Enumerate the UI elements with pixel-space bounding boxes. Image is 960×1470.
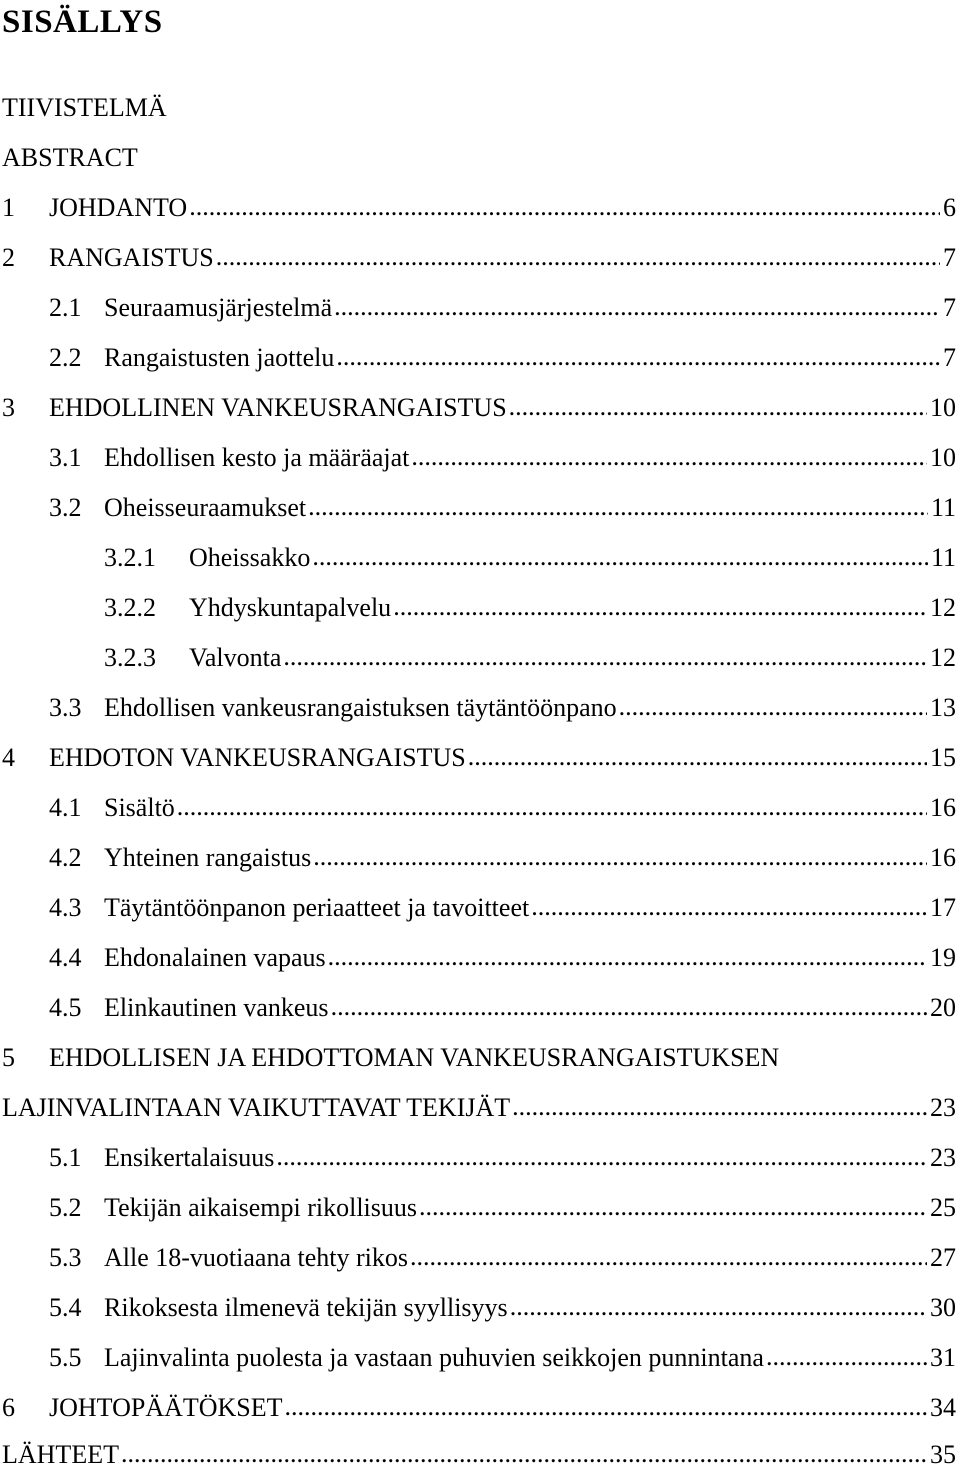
toc-entry-title: LÄHTEET [2,1440,119,1469]
toc-entry[interactable] [104,593,956,623]
toc-entry-number: 4.3 [49,893,82,922]
toc-entry-first-line[interactable] [2,1043,779,1073]
toc-entry-page: 11 [930,543,956,572]
toc-entry-page: 15 [930,743,956,772]
toc-entry-number: 2.1 [49,293,82,322]
toc-entry-page: 6 [943,193,956,222]
dot-leader [285,1392,927,1422]
toc-entry-title: Lajinvalinta puolesta ja vastaan puhuvien seikkojen punnintana [104,1343,764,1372]
toc-entry-title: Tekijän aikaisempi rikollisuus [104,1193,418,1222]
toc-entry-page: 31 [930,1343,956,1372]
toc-entry-number: 2 [2,243,15,272]
dot-leader [410,1242,927,1272]
toc-entry-page: 34 [930,1393,956,1422]
toc-entry-number: 3.3 [49,693,82,722]
dot-leader [393,592,927,622]
toc-entry[interactable] [49,693,956,723]
toc-entry-page: 19 [930,943,956,972]
toc-entry-title: Elinkautinen vankeus [104,993,329,1022]
dot-leader [510,1292,927,1322]
toc-entry-page: 25 [930,1193,956,1222]
toc-entry-number: 5 [2,1043,15,1072]
toc-entry-number: 5.5 [49,1343,82,1372]
toc-entry[interactable] [104,543,956,573]
toc-entry[interactable] [2,743,956,773]
toc-entry[interactable] [49,293,956,323]
dot-leader [419,1192,927,1222]
toc-entry-page: 13 [930,693,956,722]
toc-entry-number: 3.2.2 [104,593,156,622]
toc-entry-title: Ehdonalainen vapaus [104,943,326,972]
toc-entry[interactable] [49,993,956,1023]
toc-entry[interactable] [49,443,956,473]
toc-front-matter-abstract-fi: TIIVISTELMÄ [2,93,167,122]
dot-leader [121,1439,927,1469]
toc-entry-title: Rangaistusten jaottelu [104,343,335,372]
dot-leader [336,342,940,372]
toc-entry-number: 4.4 [49,943,82,972]
toc-entry-number: 3.1 [49,443,82,472]
toc-entry-number: 4.1 [49,793,82,822]
toc-entry-title: Rikoksesta ilmenevä tekijän syyllisyys [104,1293,508,1322]
toc-entry-title-continued: LAJINVALINTAAN VAIKUTTAVAT TEKIJÄT [2,1093,511,1122]
dot-leader [276,1142,927,1172]
dot-leader [509,392,927,422]
toc-entry[interactable] [49,893,956,923]
toc-entry-page: 35 [930,1440,956,1469]
toc-entry[interactable] [2,393,956,423]
toc-entry-title: Oheissakko [189,543,311,572]
toc-entry[interactable] [49,1343,956,1373]
toc-entry[interactable] [49,493,956,523]
toc-entry-number: 1 [2,193,15,222]
dot-leader [411,442,927,472]
dot-leader [283,642,927,672]
toc-entry[interactable] [2,1393,956,1423]
dot-leader [189,192,940,222]
toc-entry[interactable] [49,943,956,973]
toc-entry-page: 12 [930,593,956,622]
dot-leader [177,792,927,822]
toc-entry[interactable] [49,1293,956,1323]
toc-entry-page: 7 [943,243,956,272]
dot-leader [308,492,928,522]
toc-entry-number: 2.2 [49,343,82,372]
toc-entry-number: 3.2.3 [104,643,156,672]
toc-entry-page: 16 [930,793,956,822]
toc-entry-title: Valvonta [189,643,282,672]
toc-entry-title: EHDOLLINEN VANKEUSRANGAISTUS [49,393,507,422]
toc-entry[interactable] [49,1143,956,1173]
dot-leader [766,1342,927,1372]
toc-front-matter-abstract-en: ABSTRACT [2,143,138,172]
toc-entry-title: Ehdollisen vankeusrangaistuksen täytäntöönpano [104,693,617,722]
toc-entry-title: JOHTOPÄÄTÖKSET [49,1393,283,1422]
toc-entry-title: RANGAISTUS [49,243,214,272]
toc-entry-page: 16 [930,843,956,872]
dot-leader [334,292,940,322]
toc-entry-number: 3 [2,393,15,422]
toc-entry-page: 10 [930,443,956,472]
toc-entry-number: 4 [2,743,15,772]
toc-entry[interactable] [49,793,956,823]
toc-entry-title: JOHDANTO [49,193,188,222]
toc-entry-number: 5.1 [49,1143,82,1172]
toc-entry-title: Ehdollisen kesto ja määräajat [104,443,410,472]
toc-entry-page: 20 [930,993,956,1022]
dot-leader [468,742,927,772]
toc-entry-number: 3.2 [49,493,82,522]
toc-entry-number: 5.4 [49,1293,82,1322]
toc-entry-page: 7 [943,293,956,322]
toc-entry-title: Yhteinen rangaistus [104,843,312,872]
toc-entry[interactable] [2,1440,956,1470]
toc-entry[interactable] [2,1093,956,1123]
toc-entry-page: 23 [930,1093,956,1122]
toc-entry-number: 5.3 [49,1243,82,1272]
dot-leader [331,992,927,1022]
dot-leader [512,1092,927,1122]
toc-entry-page: 11 [930,493,956,522]
dot-leader [216,242,940,272]
toc-entry-title: EHDOTON VANKEUSRANGAISTUS [49,743,466,772]
toc-entry-title: Alle 18-vuotiaana tehty rikos [104,1243,408,1272]
toc-entry-number: 6 [2,1393,15,1422]
dot-leader [313,842,927,872]
toc-entry[interactable] [49,843,956,873]
toc-entry[interactable] [49,1243,956,1273]
toc-entry-page: 12 [930,643,956,672]
toc-entry-number: 4.2 [49,843,82,872]
toc-entry-number: 5.2 [49,1193,82,1222]
toc-entry[interactable] [104,643,956,673]
toc-entry-title: Täytäntöönpanon periaatteet ja tavoitteet [104,893,530,922]
toc-entry-page: 10 [930,393,956,422]
toc-entry[interactable] [49,343,956,373]
toc-entry-page: 27 [930,1243,956,1272]
dot-leader [312,542,928,572]
dot-leader [531,892,927,922]
toc-entry-page: 7 [943,343,956,372]
toc-entry-page: 17 [930,893,956,922]
toc-entry-number: 3.2.1 [104,543,156,572]
toc-entry-page: 23 [930,1143,956,1172]
toc-entry-title: EHDOLLISEN JA EHDOTTOMAN VANKEUSRANGAISTUKSEN [49,1043,780,1072]
toc-entry-title: Yhdyskuntapalvelu [189,593,392,622]
dot-leader [328,942,927,972]
toc-entry-number: 4.5 [49,993,82,1022]
toc-entry[interactable] [49,1193,956,1223]
toc-entry-title: Sisältö [104,793,175,822]
toc-entry[interactable] [2,193,956,223]
toc-entry-title: Seuraamusjärjestelmä [104,293,333,322]
toc-entry-title: Oheisseuraamukset [104,493,307,522]
page-title: SISÄLLYS [2,4,163,40]
toc-entry-title: Ensikertalaisuus [104,1143,275,1172]
toc-entry-page: 30 [930,1293,956,1322]
toc-entry[interactable] [2,243,956,273]
dot-leader [619,692,927,722]
